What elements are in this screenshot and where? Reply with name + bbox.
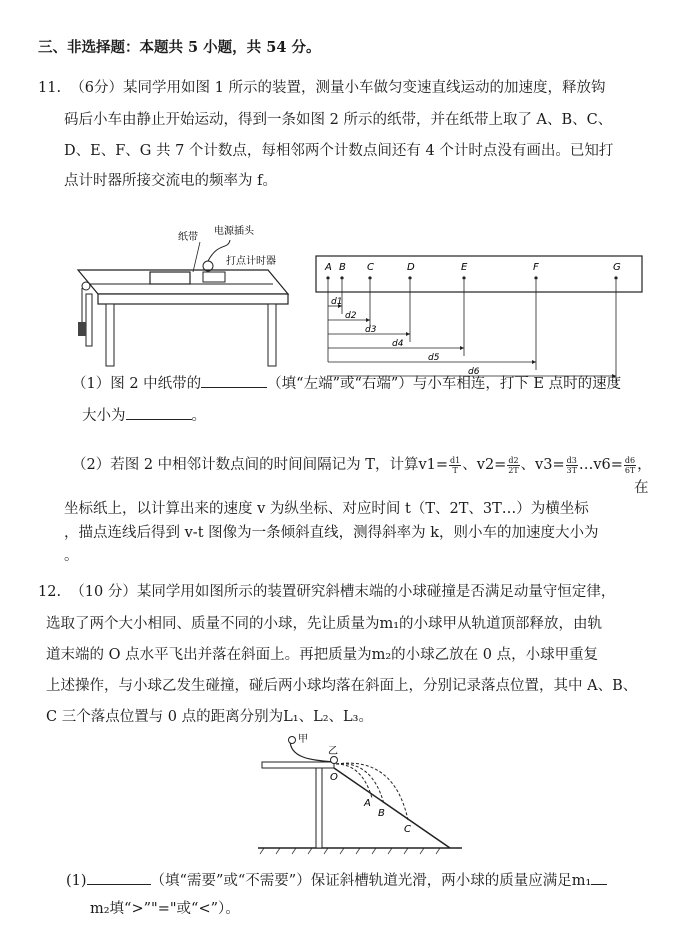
q11-line-1 — [38, 78, 605, 98]
cart — [150, 272, 190, 284]
q12-line-3: 道末端的 O 点水平飞出并落在斜面上。再把质量为m₂的小球乙放在 0 点，小球甲重复 — [46, 647, 599, 663]
q12-part1-line2: m₂填“>”"="或“<”）。 — [90, 901, 240, 917]
table-front — [98, 294, 288, 304]
tape-label-d: D — [407, 262, 415, 273]
dimension-label-d6: d6 — [468, 367, 480, 377]
dimension-label-d2: d2 — [345, 311, 357, 321]
q11-figure-2 — [312, 250, 652, 377]
section-title: 三、非选择题：本题共 5 小题，共 54 分。 — [38, 39, 321, 56]
q11-part2-line1 — [72, 455, 652, 475]
q12-line-4: 上述操作，与小球乙发生碰撞，碰后两小球均落在斜面上，分别记录落点位置，其中 A、B、 — [46, 678, 638, 694]
dimension-arrow-d5 — [532, 360, 536, 364]
label-tape: 纸带 — [178, 232, 198, 243]
q12-score: （10 分） — [70, 584, 137, 600]
q12-text-1: 某同学用如图所示的装置研究斜槽末端的小球碰撞是否满足动量守恒定律， — [136, 584, 616, 600]
label-c: C — [404, 824, 411, 835]
frac-2-num: d2 — [508, 455, 519, 465]
q12-line-5: C 三个落点位置与 0 点的距离分别为L₁、L₂、L₃。 — [46, 709, 373, 725]
paper-tape — [316, 256, 642, 292]
dimension-label-d1: d1 — [331, 297, 343, 307]
label-yi: 乙 — [328, 746, 338, 757]
tape-label-a: A — [325, 262, 332, 273]
formula-v1: v1= — [418, 457, 449, 473]
hook-weight — [78, 322, 86, 336]
q11-part2-line2: 坐标纸上，以计算出来的速度 v 为纵坐标、对应时间 t（T、2T、3T…）为横坐标 — [64, 501, 589, 517]
q11-line-2: 码后小车由静止开始运动，得到一条如图 2 所示的纸带，并在纸带上取了 A、B、C、 — [64, 112, 613, 128]
frac-3 — [566, 456, 578, 475]
label-a: A — [364, 798, 371, 809]
table-leg — [106, 304, 114, 366]
formula-end: ， — [637, 457, 652, 473]
dimension-arrow-d4 — [460, 346, 464, 350]
formula-sep1: 、 — [462, 457, 477, 473]
label-timer: 打点计时器 — [226, 256, 276, 267]
frac-1-den: T — [452, 465, 458, 475]
table-leg — [268, 304, 276, 366]
frac-3-den: 3T — [566, 465, 577, 475]
q11-part2-line3: ，描点连线后得到 v-t 图像为一条倾斜直线，测得斜率为 k，则小车的加速度大小为 — [64, 525, 599, 541]
q11-part2-line4: 。 — [64, 548, 79, 564]
frac-1-num: d1 — [450, 455, 461, 465]
timer — [203, 272, 225, 282]
q12-part1-middle: （填“需要”或“不需要”）保证斜槽轨道光滑，两小球的质量应满足m₁ — [150, 873, 592, 889]
q12-figure — [250, 730, 470, 856]
q11-part1-middle: （填“左端”或“右端”）与小车相连，打下 E 点时的速度 — [267, 376, 622, 392]
q12-part1-prefix: (1) — [66, 873, 87, 889]
label-o: O — [330, 772, 338, 783]
q11-figure-1 — [68, 222, 296, 372]
pulley — [82, 282, 90, 290]
support-post — [316, 768, 322, 848]
q11-number: 11. — [38, 80, 62, 96]
label-jia: 甲 — [298, 734, 308, 745]
tape-point-d — [408, 276, 411, 279]
q11-text-1: 某同学用如图 1 所示的装置，测量小车做匀变速直线运动的加速度，释放钩 — [123, 80, 606, 96]
formula-dots: … — [578, 457, 594, 473]
tape-label-f: F — [533, 262, 539, 273]
frac-6-num: d6 — [624, 455, 636, 465]
q11-part2-zai: 在 — [634, 480, 649, 496]
frac-2 — [507, 456, 519, 475]
q11-part1-answer-blank-2[interactable] — [126, 405, 192, 420]
dimension-label-d5: d5 — [428, 353, 440, 363]
incline — [334, 768, 450, 848]
tape-label-e: E — [461, 262, 468, 273]
label-plug: 电源插头 — [214, 226, 254, 237]
tape-point-f — [534, 276, 537, 279]
frac-3-num: d3 — [566, 455, 577, 465]
tape-label-b: B — [339, 262, 346, 273]
platform — [262, 762, 334, 768]
q12-part1-line1 — [66, 870, 607, 891]
table-leg — [86, 294, 92, 346]
frac-6-den: 6T — [624, 465, 636, 475]
ball-jia — [289, 737, 296, 744]
dimension-arrow-d2 — [366, 318, 370, 322]
q12-part1-answer-blank-1[interactable] — [87, 870, 151, 885]
q11-line-4: 点计时器所接交流电的频率为 f。 — [64, 173, 277, 189]
formula-v2: v2= — [476, 457, 507, 473]
ground-hatch — [260, 848, 440, 854]
q12-number: 12. — [38, 584, 62, 600]
q12-line-2: 选取了两个大小相同、质量不同的小球，先让质量为m₁的小球甲从轨道顶部释放，由轨 — [46, 616, 603, 632]
q11-part1-line1 — [72, 373, 621, 394]
q11-part1-line2-text: 大小为 — [82, 408, 126, 424]
q11-score: （6分） — [70, 80, 124, 96]
frac-6 — [624, 456, 636, 475]
q11-part1-answer-blank-1[interactable] — [201, 373, 267, 388]
tape-label-g: G — [613, 262, 621, 273]
frac-1 — [449, 456, 461, 475]
q12-part1-answer-blank-2[interactable] — [591, 870, 607, 885]
tape-label-c: C — [367, 262, 374, 273]
formula-v6: v6= — [593, 457, 623, 473]
q11-part1-prefix: （1）图 2 中纸带的 — [72, 376, 202, 392]
dimension-label-d3: d3 — [365, 325, 377, 335]
label-b: B — [378, 808, 385, 819]
q11-part2-prefix: （2）若图 2 中相邻计数点间的时间间隔记为 T，计算 — [72, 457, 419, 473]
formula-v3: v3= — [535, 457, 565, 473]
frac-2-den: 2T — [508, 465, 519, 475]
dimension-label-d4: d4 — [392, 339, 404, 349]
tape-point-a — [326, 276, 329, 279]
tape-point-b — [340, 276, 343, 279]
q11-part1-line2 — [82, 405, 206, 426]
dimension-arrow-d3 — [406, 332, 410, 336]
q11-line-3: D、E、F、G 共 7 个计数点，每相邻两个计数点间还有 4 个计时点没有画出。已知打 — [64, 143, 614, 159]
q12-line-1 — [38, 582, 615, 602]
ball-yi — [331, 757, 338, 764]
formula-sep2: 、 — [520, 457, 536, 473]
tape-point-e — [462, 276, 465, 279]
tape-pointer — [193, 242, 200, 272]
q11-part1-end: 。 — [191, 408, 206, 424]
tape-point-g — [614, 276, 617, 279]
tape-point-c — [368, 276, 371, 279]
